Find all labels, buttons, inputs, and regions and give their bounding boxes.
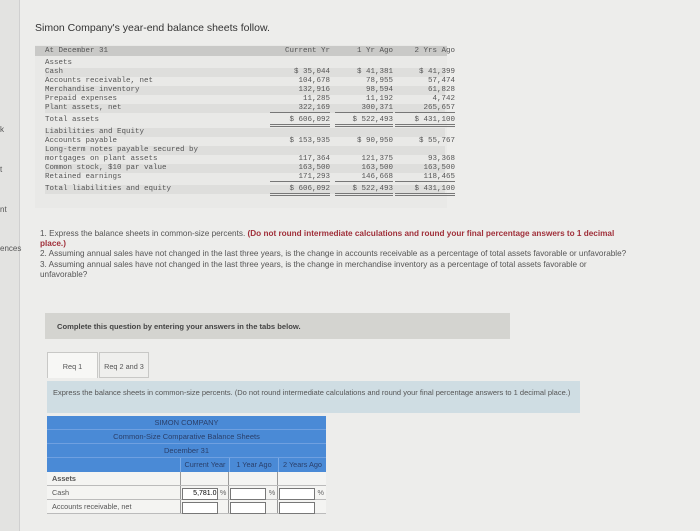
cell-value: 57,474 [427, 77, 455, 85]
question-1-note: (Do not round intermediate calculations and round your final percentage answers to 1 decimal place.) [40, 229, 615, 249]
ar-2yr-input[interactable] [279, 502, 315, 514]
cell-value: 78,955 [365, 77, 393, 85]
row-label: Cash [45, 68, 64, 76]
cell-value: $ 90,950 [356, 137, 393, 145]
row-label: Common stock, $10 par value [45, 164, 167, 172]
table-row-ar [47, 500, 326, 514]
cell-value: 163,500 [298, 164, 330, 172]
table-row-cash [47, 486, 326, 500]
cell-value: 104,678 [298, 77, 330, 85]
header-1yr: 1 Yr Ago [356, 47, 393, 55]
percent-sign: % [219, 488, 227, 497]
sidebar-references[interactable]: ences [0, 244, 22, 253]
cell-value: 300,371 [335, 104, 393, 113]
row-label: Long-term notes payable secured by [45, 146, 199, 154]
table-row [45, 146, 445, 155]
table-row [45, 68, 455, 77]
col-current-year: Current Year [180, 458, 229, 472]
cell-value: $ 606,092 [270, 185, 330, 196]
table-row [45, 95, 455, 104]
cell-value: 132,916 [298, 86, 330, 94]
question-3: 3. Assuming annual sales have not changed in the last three years, is the change in merchandise inventory as a percentage of total assets favorable or unfavorable? [40, 259, 587, 279]
cell-value: 121,375 [361, 155, 393, 163]
section-assets: Assets [52, 474, 76, 483]
sidebar-fragment[interactable]: k [0, 125, 4, 134]
cell-value: 118,465 [395, 173, 455, 182]
cell-value: 163,500 [361, 164, 393, 172]
cell-value: 93,368 [427, 155, 455, 163]
ar-current-input[interactable] [182, 502, 218, 514]
balance-sheet-table [35, 45, 455, 208]
cash-2yr-input[interactable] [279, 488, 315, 500]
table-row [45, 116, 455, 125]
cell-value: 61,828 [427, 86, 455, 94]
col-2-years-ago: 2 Years Ago [278, 458, 326, 472]
row-label: Accounts receivable, net [52, 502, 132, 511]
row-label: Merchandise inventory [45, 86, 140, 94]
cell-value: 265,657 [395, 104, 455, 113]
row-label: Total assets [45, 116, 100, 124]
row-label: mortgages on plant assets [45, 155, 158, 163]
cash-current-input[interactable] [182, 488, 218, 500]
cell-value: $ 522,493 [335, 116, 393, 127]
company-name: SIMON COMPANY [47, 416, 326, 430]
table-row [45, 173, 455, 182]
table-row [45, 155, 455, 164]
tab-req-1[interactable]: Req 1 [47, 352, 98, 378]
cell-value: 11,192 [365, 95, 393, 103]
cell-value: $ 522,493 [335, 185, 393, 196]
row-label: Total liabilities and equity [45, 185, 172, 193]
row-label: Retained earnings [45, 173, 122, 181]
cell-value: 322,169 [270, 104, 330, 113]
statement-date: December 31 [47, 444, 326, 458]
row-label: Liabilities and Equity [45, 128, 145, 136]
questions [40, 229, 630, 280]
cell-value: 171,293 [270, 173, 330, 182]
row-label: Accounts payable [45, 137, 118, 145]
question-1: 1. Express the balance sheets in common-size percents. [40, 229, 246, 238]
question-2: 2. Assuming annual sales have not changed in the last three years, is the change in accounts receivable as a percentage of total assets favorable or unfavorable? [40, 249, 627, 259]
row-label: Accounts receivable, net [45, 77, 154, 85]
table-row [45, 59, 445, 68]
row-label: Cash [52, 488, 70, 497]
table-row [45, 164, 455, 173]
tab-req-2-and-3[interactable]: Req 2 and 3 [99, 352, 149, 378]
table-row [45, 128, 445, 137]
instruction-box: Express the balance sheets in common-size percents. (Do not round intermediate calculations and round your final percentage answers to 1 decimal place.) [47, 381, 580, 413]
col-1-year-ago: 1 Year Ago [229, 458, 278, 472]
row-label: Plant assets, net [45, 104, 122, 112]
cell-value: $ 153,935 [289, 137, 330, 145]
table-header [45, 47, 455, 56]
cell-value: $ 41,381 [356, 68, 393, 76]
cell-value: $ 431,100 [395, 185, 455, 196]
cell-value: $ 431,100 [395, 116, 455, 127]
header-label: At December 31 [45, 47, 109, 55]
cell-value: $ 606,092 [270, 116, 330, 127]
problem-title: Simon Company's year-end balance sheets follow. [35, 22, 270, 34]
cell-value: 4,742 [432, 95, 455, 103]
common-size-table [47, 416, 326, 514]
sidebar-fragment[interactable]: t [0, 165, 3, 174]
cell-value: 117,364 [298, 155, 330, 163]
percent-sign: % [317, 488, 325, 497]
sidebar-fragment[interactable]: nt [0, 205, 7, 214]
table-row [45, 86, 455, 95]
table-row [45, 77, 455, 86]
ar-1yr-input[interactable] [230, 502, 266, 514]
cell-value: $ 41,399 [418, 68, 455, 76]
cell-value: 11,285 [302, 95, 330, 103]
complete-banner: Complete this question by entering your answers in the tabs below. [45, 313, 510, 339]
header-2yr: 2 Yrs Ago [414, 47, 455, 55]
cell-value: $ 55,767 [418, 137, 455, 145]
table-row [45, 104, 455, 113]
cell-value: $ 35,044 [293, 68, 330, 76]
table-row [45, 137, 455, 146]
percent-sign: % [268, 488, 276, 497]
row-label: Assets [45, 59, 73, 67]
sidebar [0, 0, 20, 531]
table-row [45, 185, 455, 194]
cell-value: 163,500 [423, 164, 455, 172]
statement-title: Common-Size Comparative Balance Sheets [47, 430, 326, 444]
row-label: Prepaid expenses [45, 95, 118, 103]
cash-1yr-input[interactable] [230, 488, 266, 500]
cell-value: 98,594 [365, 86, 393, 94]
header-current: Current Yr [284, 47, 330, 55]
cell-value: 146,668 [335, 173, 393, 182]
